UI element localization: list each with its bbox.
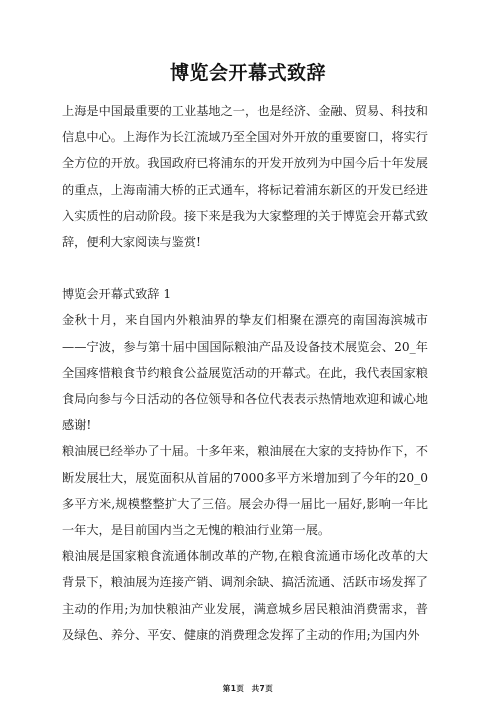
document-body <box>62 98 428 648</box>
page-number: 第1页 <box>222 684 245 693</box>
section-heading: 博览会开幕式致辞 1 <box>62 287 172 302</box>
page-total: 共7页 <box>251 684 274 693</box>
document-title: 博览会开幕式致辞 <box>169 62 326 84</box>
body-paragraph: 粮油展已经举办了十届。十多年来，粮油展在大家的支持协作下，不断发展壮大，展览面积从首届的7000多平方米增加到了今年的20_0多平方米,规模整整扩大了三倍。展会办得一届比一届好,影响一年比一年大，是目前国内当之无愧的粮油行业第一展。 <box>62 444 428 538</box>
page-footer <box>0 683 496 694</box>
body-paragraph: 金秋十月，来自国内外粮油界的挚友们相聚在漂亮的南国海滨城市——宁波，参与第十届中国国际粮油产品及设备技术展览会、20_年全国疼惜粮食节约粮食公益展览活动的开幕式。在此，我代表国家粮食局向参与今日活动的各位领导和各位代表表示热情地欢迎和诚心地感谢! <box>62 313 428 433</box>
intro-paragraph: 上海是中国最重要的工业基地之一，也是经济、金融、贸易、科技和信息中心。上海作为长江流域乃至全国对外开放的重要窗口，将实行全方位的开放。我国政府已将浦东的开发开放列为中国今后十年发展的重点，上海南浦大桥的正式通车，将标记着浦东新区的开发已经进入实质性的启动阶段。接下来是我为大家整理的关于博览会开幕式致辞，便利大家阅读与鉴赏! <box>62 104 428 250</box>
body-paragraph: 粮油展是国家粮食流通体制改革的产物,在粮食流通市场化改革的大背景下，粮油展为连接产销、调剂余缺、搞活流通、活跃市场发挥了主动的作用;为加快粮油产业发展，满意城乡居民粮油消费需求，普及绿色、养分、平安、健康的消费理念发挥了主动的作用;为国内外 <box>62 549 428 642</box>
